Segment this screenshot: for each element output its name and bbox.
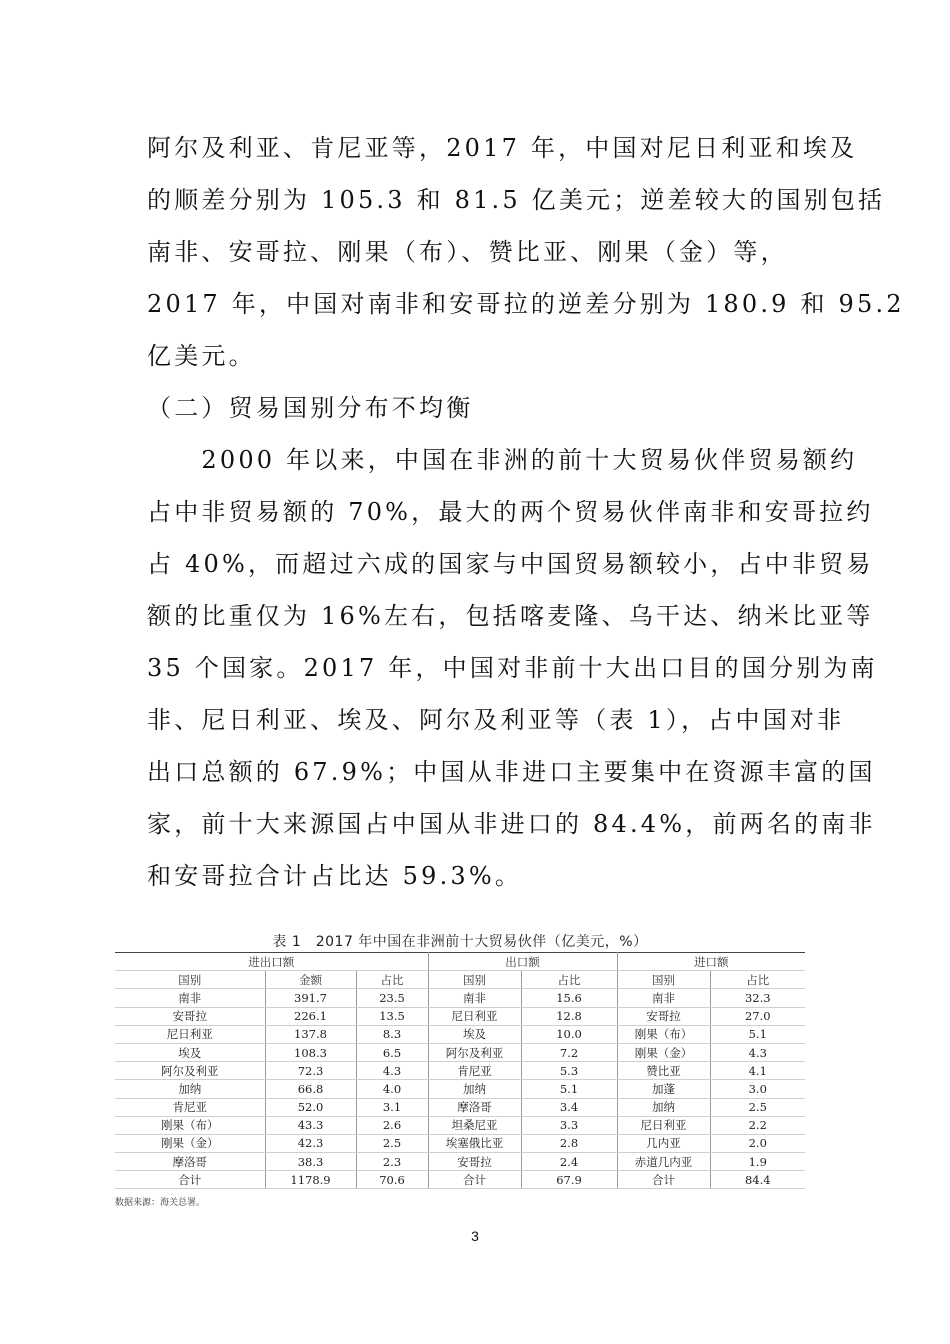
table-cell: 2.3 — [356, 1153, 428, 1171]
table-cell: 226.1 — [265, 1007, 356, 1025]
table-cell: 23.5 — [356, 989, 428, 1007]
table-cell: 阿尔及利亚 — [115, 1062, 265, 1080]
table-cell: 42.3 — [265, 1134, 356, 1152]
table-cell: 6.5 — [356, 1043, 428, 1061]
table-cell: 安哥拉 — [428, 1153, 521, 1171]
paragraph-line: 额的比重仅为 16%左右，包括喀麦隆、乌干达、纳米比亚等 — [147, 602, 874, 630]
table-cell: 安哥拉 — [115, 1007, 265, 1025]
table-cell: 84.4 — [710, 1171, 805, 1189]
section-heading: （二）贸易国别分布不均衡 — [147, 394, 474, 422]
table-cell: 2.4 — [521, 1153, 617, 1171]
table-cell: 坦桑尼亚 — [428, 1116, 521, 1134]
table-cell: 加纳 — [428, 1080, 521, 1098]
paragraph-line: 35 个国家。2017 年，中国对非前十大出口目的国分别为南 — [147, 654, 878, 682]
table-cell: 108.3 — [265, 1043, 356, 1061]
table-cell: 加纳 — [617, 1098, 710, 1116]
table-row — [115, 1153, 805, 1171]
paragraph-line: 2017 年，中国对南非和安哥拉的逆差分别为 180.9 和 95.2 — [147, 290, 905, 318]
paragraph-line: 出口总额的 67.9%；中国从非进口主要集中在资源丰富的国 — [147, 758, 876, 786]
table-cell: 埃及 — [115, 1043, 265, 1061]
table-cell: 32.3 — [710, 989, 805, 1007]
table-cell: 摩洛哥 — [115, 1153, 265, 1171]
table-cell: 4.0 — [356, 1080, 428, 1098]
paragraph-line: 非、尼日利亚、埃及、阿尔及利亚等（表 1），占中国对非 — [147, 706, 845, 734]
group-header-export: 出口额 — [428, 953, 617, 971]
sub-header-row — [115, 971, 805, 989]
table-cell: 10.0 — [521, 1025, 617, 1043]
table-row — [115, 1025, 805, 1043]
table-cell: 66.8 — [265, 1080, 356, 1098]
table-cell: 15.6 — [521, 989, 617, 1007]
table-cell: 2.0 — [710, 1134, 805, 1152]
table-row — [115, 1043, 805, 1061]
table-cell: 8.3 — [356, 1025, 428, 1043]
paragraph-line: 亿美元。 — [147, 342, 256, 370]
table-cell: 刚果（布） — [617, 1025, 710, 1043]
table-cell: 43.3 — [265, 1116, 356, 1134]
table-cell: 南非 — [115, 989, 265, 1007]
table-cell: 2.5 — [356, 1134, 428, 1152]
table-cell: 肯尼亚 — [115, 1098, 265, 1116]
table-cell: 埃及 — [428, 1025, 521, 1043]
subheader-cell: 国别 — [115, 971, 265, 989]
table-cell: 尼日利亚 — [115, 1025, 265, 1043]
table-row — [115, 989, 805, 1007]
table-cell: 2.5 — [710, 1098, 805, 1116]
table-cell: 2.6 — [356, 1116, 428, 1134]
table-cell: 13.5 — [356, 1007, 428, 1025]
table-cell: 加蓬 — [617, 1080, 710, 1098]
table-cell: 刚果（金） — [115, 1134, 265, 1152]
table-cell: 肯尼亚 — [428, 1062, 521, 1080]
table-cell: 合计 — [617, 1171, 710, 1189]
paragraph-line: 和安哥拉合计占比达 59.3%。 — [147, 862, 523, 890]
table-cell: 4.3 — [710, 1043, 805, 1061]
paragraph-line: 南非、安哥拉、刚果（布）、赞比亚、刚果（金）等， — [147, 238, 788, 266]
table-cell: 埃塞俄比亚 — [428, 1134, 521, 1152]
table-cell: 5.1 — [521, 1080, 617, 1098]
table-cell: 3.3 — [521, 1116, 617, 1134]
table-cell: 137.8 — [265, 1025, 356, 1043]
table-row — [115, 1062, 805, 1080]
table-cell: 38.3 — [265, 1153, 356, 1171]
table-cell: 尼日利亚 — [428, 1007, 521, 1025]
table-row — [115, 1080, 805, 1098]
table-cell: 赞比亚 — [617, 1062, 710, 1080]
table-cell: 2.8 — [521, 1134, 617, 1152]
subheader-cell: 金额 — [265, 971, 356, 989]
table-cell: 72.3 — [265, 1062, 356, 1080]
subheader-cell: 国别 — [617, 971, 710, 989]
paragraph-line: 占中非贸易额的 70%，最大的两个贸易伙伴南非和安哥拉约 — [147, 498, 874, 526]
table-cell: 南非 — [428, 989, 521, 1007]
table-cell: 4.3 — [356, 1062, 428, 1080]
table-row — [115, 1098, 805, 1116]
table-cell: 1.9 — [710, 1153, 805, 1171]
table-cell: 27.0 — [710, 1007, 805, 1025]
table-cell: 3.1 — [356, 1098, 428, 1116]
table-cell: 加纳 — [115, 1080, 265, 1098]
group-header-row — [115, 953, 805, 971]
table-cell: 尼日利亚 — [617, 1116, 710, 1134]
table-row — [115, 1116, 805, 1134]
paragraph-line: 2000 年以来，中国在非洲的前十大贸易伙伴贸易额约 — [147, 446, 858, 474]
table-source-note: 数据来源：海关总署。 — [115, 1198, 206, 1209]
paragraph-line: 家，前十大来源国占中国从非进口的 84.4%，前两名的南非 — [147, 810, 876, 838]
table-cell: 1178.9 — [265, 1171, 356, 1189]
table-cell: 5.1 — [710, 1025, 805, 1043]
table-cell: 南非 — [617, 989, 710, 1007]
data-table — [115, 952, 805, 1189]
table-cell: 12.8 — [521, 1007, 617, 1025]
table-cell: 阿尔及利亚 — [428, 1043, 521, 1061]
paragraph-line: 的顺差分别为 105.3 和 81.5 亿美元；逆差较大的国别包括 — [147, 186, 886, 214]
group-header-import: 进口额 — [617, 953, 805, 971]
page-number: 3 — [471, 1228, 479, 1244]
paragraph-line: 阿尔及利亚、肯尼亚等，2017 年，中国对尼日利亚和埃及 — [147, 134, 858, 162]
subheader-cell: 占比 — [710, 971, 805, 989]
subheader-cell: 占比 — [521, 971, 617, 989]
table-cell: 7.2 — [521, 1043, 617, 1061]
table-body — [115, 989, 805, 1189]
table-cell: 3.4 — [521, 1098, 617, 1116]
table-caption: 表 1 2017 年中国在非洲前十大贸易伙伴（亿美元，%） — [272, 934, 648, 950]
table-cell: 赤道几内亚 — [617, 1153, 710, 1171]
table-cell: 安哥拉 — [617, 1007, 710, 1025]
table-cell: 52.0 — [265, 1098, 356, 1116]
subheader-cell: 国别 — [428, 971, 521, 989]
total-row — [115, 1171, 805, 1189]
table-cell: 摩洛哥 — [428, 1098, 521, 1116]
table-cell: 刚果（布） — [115, 1116, 265, 1134]
group-header-total: 进出口额 — [115, 953, 428, 971]
table-cell: 刚果（金） — [617, 1043, 710, 1061]
table-cell: 几内亚 — [617, 1134, 710, 1152]
trade-partner-table — [115, 932, 805, 1208]
subheader-cell: 占比 — [356, 971, 428, 989]
table-cell: 合计 — [428, 1171, 521, 1189]
table-cell: 70.6 — [356, 1171, 428, 1189]
table-cell: 3.0 — [710, 1080, 805, 1098]
table-cell: 391.7 — [265, 989, 356, 1007]
table-cell: 合计 — [115, 1171, 265, 1189]
table-cell: 5.3 — [521, 1062, 617, 1080]
table-row — [115, 1134, 805, 1152]
table-cell: 67.9 — [521, 1171, 617, 1189]
paragraph-line: 占 40%，而超过六成的国家与中国贸易额较小，占中非贸易 — [147, 550, 874, 578]
table-cell: 4.1 — [710, 1062, 805, 1080]
table-row — [115, 1007, 805, 1025]
table-cell: 2.2 — [710, 1116, 805, 1134]
